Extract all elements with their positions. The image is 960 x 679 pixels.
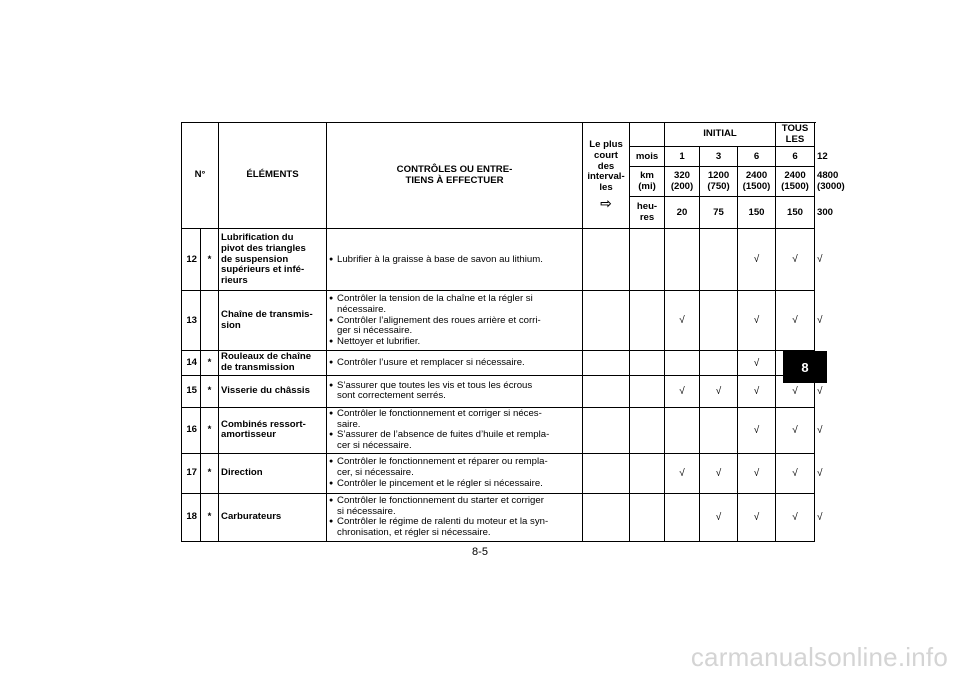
row-number: 12 xyxy=(182,229,201,291)
row-number: 18 xyxy=(182,493,201,541)
check-mark-icon: √ xyxy=(679,467,685,479)
header-whichever-text xyxy=(587,139,624,193)
text-line: sion xyxy=(221,319,241,331)
check-mark-icon: √ xyxy=(817,385,823,397)
text-line: les xyxy=(599,182,613,193)
months-cell: 6 xyxy=(738,147,776,167)
row-unit-blank xyxy=(630,229,665,291)
text-line: Contrôler la tension de la chaîne et la régler si xyxy=(337,293,533,305)
text-line: Lubrifier à la graisse à base de savon au lithium. xyxy=(337,253,543,265)
header-elements: ÉLÉMENTS xyxy=(219,123,327,229)
text-line: Combinés ressort- xyxy=(221,418,306,430)
text-line: sont correctement serrés. xyxy=(337,390,446,402)
action-item xyxy=(329,316,580,337)
text-line: amortisseur xyxy=(221,429,276,441)
text-line: de transmission xyxy=(221,362,295,374)
row-element xyxy=(219,453,327,493)
row-actions xyxy=(327,291,583,351)
unit-months: mois xyxy=(630,147,665,167)
action-text xyxy=(337,429,549,451)
hours-cell: 75 xyxy=(700,197,738,229)
table-row xyxy=(182,493,815,541)
text-line: ger si nécessaire. xyxy=(337,325,413,337)
text-line: Contrôler le pincement et le régler si nécessaire. xyxy=(337,477,543,489)
action-item xyxy=(329,479,580,490)
header-number: N° xyxy=(182,123,219,229)
table-row xyxy=(182,375,815,407)
check-mark-icon: √ xyxy=(753,315,760,327)
row-actions xyxy=(327,407,583,453)
row-actions xyxy=(327,375,583,407)
check-mark-icon: √ xyxy=(753,511,760,523)
row-number: 14 xyxy=(182,351,201,375)
check-cell xyxy=(665,375,700,407)
text-line: court des xyxy=(594,149,618,172)
text-line: 2400 xyxy=(745,170,768,182)
action-text xyxy=(337,254,543,265)
row-actions xyxy=(327,229,583,291)
text-line: Direction xyxy=(221,467,263,478)
row-whichever-blank xyxy=(583,229,630,291)
check-mark-icon: √ xyxy=(792,254,798,266)
text-line: 4800 xyxy=(817,170,839,182)
header-controls xyxy=(327,123,583,229)
check-cell xyxy=(700,453,738,493)
check-cell xyxy=(776,453,815,493)
table-row xyxy=(182,291,815,351)
check-cell xyxy=(738,375,776,407)
check-cell xyxy=(700,375,738,407)
check-mark-icon: √ xyxy=(715,385,722,397)
text-line: Chaîne de transmis- xyxy=(221,309,313,321)
check-mark-icon: √ xyxy=(817,315,823,327)
row-unit-blank xyxy=(630,453,665,493)
text-line: rieurs xyxy=(221,275,248,287)
check-cell xyxy=(700,493,738,541)
bullet-icon: ● xyxy=(329,381,334,389)
bullet-icon: ● xyxy=(329,458,334,466)
check-cell xyxy=(738,407,776,453)
text-line: 1200 xyxy=(707,170,730,182)
text-line: Visserie du châssis xyxy=(221,385,310,397)
action-item xyxy=(329,457,580,478)
row-element xyxy=(219,229,327,291)
text-line: Contrôler l’alignement des roues arrière et corri- xyxy=(337,314,541,326)
header-initial: INITIAL xyxy=(665,123,776,147)
check-cell xyxy=(700,291,738,351)
text-line: Contrôler le régime de ralenti du moteur et la syn- xyxy=(337,516,549,528)
check-mark-icon: √ xyxy=(753,385,760,397)
header-unit-blank xyxy=(630,123,665,147)
months-cell: 6 xyxy=(776,147,815,167)
check-mark-icon: √ xyxy=(817,511,823,523)
action-item xyxy=(329,381,580,402)
row-element xyxy=(219,407,327,453)
unit-km xyxy=(630,167,665,197)
action-text xyxy=(337,456,548,478)
row-whichever-blank xyxy=(583,351,630,375)
maintenance-table xyxy=(181,122,845,542)
row-whichever-blank xyxy=(583,493,630,541)
action-item xyxy=(329,255,580,266)
row-element xyxy=(219,375,327,407)
bullet-icon: ● xyxy=(329,295,334,303)
row-whichever-blank xyxy=(583,407,630,453)
action-text xyxy=(337,495,544,517)
action-text xyxy=(337,408,542,430)
row-actions xyxy=(327,351,583,375)
section-tab: 8 xyxy=(783,351,827,383)
check-mark-icon: √ xyxy=(792,467,798,479)
text-line: (1500) xyxy=(742,180,771,192)
row-unit-blank xyxy=(630,493,665,541)
check-cell xyxy=(776,291,815,351)
text-line: S’assurer de l’absence de fuites d’huile et rempla- xyxy=(337,429,550,441)
check-mark-icon: √ xyxy=(753,254,760,266)
text-line: nécessaire. xyxy=(337,303,387,315)
text-line: S’assurer que toutes les vis et tous les écrous xyxy=(337,379,533,391)
text-line: (750) xyxy=(707,180,730,192)
table-row xyxy=(182,453,815,493)
text-line: km xyxy=(640,170,654,182)
text-line: 2400 xyxy=(784,170,806,182)
row-star: * xyxy=(201,493,219,541)
unit-hours xyxy=(630,197,665,229)
bullet-icon: ● xyxy=(329,496,334,504)
text-line: cer si nécessaire. xyxy=(337,440,412,452)
action-text xyxy=(337,516,548,538)
bullet-icon: ● xyxy=(329,338,334,346)
check-cell xyxy=(700,351,738,375)
table-row xyxy=(182,351,815,375)
row-actions xyxy=(327,493,583,541)
bullet-icon: ● xyxy=(329,479,334,487)
text-line: 320 xyxy=(674,170,691,182)
check-cell xyxy=(665,407,700,453)
km-cell xyxy=(738,167,776,197)
check-cell xyxy=(738,453,776,493)
text-line: Contrôler le fonctionnement et corriger si néces- xyxy=(337,407,542,419)
check-cell xyxy=(665,351,700,375)
check-mark-icon: √ xyxy=(753,357,760,369)
check-mark-icon: √ xyxy=(792,511,798,523)
bullet-icon: ● xyxy=(329,431,334,439)
text-line: supérieurs et infé- xyxy=(221,264,305,276)
bullet-icon: ● xyxy=(329,358,334,366)
table-row xyxy=(182,229,815,291)
action-text xyxy=(337,293,533,315)
row-number: 13 xyxy=(182,291,201,351)
text-line: saire. xyxy=(337,418,361,430)
action-item xyxy=(329,496,580,517)
action-text xyxy=(337,380,532,402)
row-star: * xyxy=(201,375,219,407)
text-line: (3000) xyxy=(817,180,845,192)
check-mark-icon: √ xyxy=(715,511,722,523)
check-cell xyxy=(776,407,815,453)
hours-cell: 150 xyxy=(738,197,776,229)
check-cell xyxy=(776,229,815,291)
check-mark-icon: √ xyxy=(817,254,823,266)
row-number: 16 xyxy=(182,407,201,453)
action-text xyxy=(337,357,525,368)
text-line: Lubrification du xyxy=(221,232,294,244)
text-line: chronisation, et régler si nécessaire. xyxy=(337,527,491,539)
check-cell xyxy=(665,291,700,351)
text-line: (mi) xyxy=(638,180,656,192)
arrow-right-icon: ⇨ xyxy=(600,194,612,211)
header-every: TOUS LES xyxy=(776,123,815,147)
check-cell xyxy=(776,493,815,541)
text-line: de suspension xyxy=(221,253,289,265)
check-cell xyxy=(700,229,738,291)
hours-cell: 20 xyxy=(665,197,700,229)
text-line: Le plus xyxy=(589,139,623,151)
check-mark-icon: √ xyxy=(753,467,760,479)
check-cell xyxy=(700,407,738,453)
row-unit-blank xyxy=(630,407,665,453)
row-star: * xyxy=(201,407,219,453)
action-text xyxy=(337,478,543,489)
table-header: N° ÉLÉMENTS CONTRÔLES OU ENTRE- TIENS À EFFECTUER Le plus court des interval- les ⇨ INITIAL TOUS LES mois 1 3 6 6 12 km (mi) 320 (200) 1200 (750) 2400 (1500) 2400 (1500) 4800 (3000) heu- res 20 75 150 150 300 xyxy=(182,123,815,229)
km-cell xyxy=(665,167,700,197)
check-cell xyxy=(665,229,700,291)
hours-cell: 150 xyxy=(776,197,815,229)
action-text xyxy=(337,315,541,337)
text-line: CONTRÔLES OU ENTRE- xyxy=(396,164,513,175)
row-star: * xyxy=(201,351,219,375)
check-cell xyxy=(738,291,776,351)
text-line: (200) xyxy=(670,180,694,192)
action-item xyxy=(329,517,580,538)
action-item xyxy=(329,294,580,315)
bullet-icon: ● xyxy=(329,255,334,263)
check-cell xyxy=(738,351,776,375)
km-cell xyxy=(700,167,738,197)
row-number: 15 xyxy=(182,375,201,407)
check-mark-icon: √ xyxy=(715,467,722,479)
action-item xyxy=(329,337,580,348)
row-element xyxy=(219,493,327,541)
check-mark-icon: √ xyxy=(817,467,823,479)
text-line: heu- xyxy=(636,201,658,213)
row-unit-blank xyxy=(630,351,665,375)
row-unit-blank xyxy=(630,291,665,351)
months-cell: 1 xyxy=(665,147,700,167)
text-line: (1500) xyxy=(781,180,809,192)
check-cell xyxy=(665,493,700,541)
check-mark-icon: √ xyxy=(792,424,798,436)
bullet-icon: ● xyxy=(329,518,334,526)
check-mark-icon: √ xyxy=(792,315,798,327)
row-actions xyxy=(327,453,583,493)
page-number: 8-5 xyxy=(472,546,488,558)
km-cell xyxy=(776,167,815,197)
table-row xyxy=(182,407,815,453)
text-line: Rouleaux de chaîne xyxy=(221,351,312,363)
text-line: pivot des triangles xyxy=(221,242,306,254)
row-star xyxy=(201,291,219,351)
row-whichever-blank xyxy=(583,453,630,493)
watermark: carmanualsonline.info xyxy=(690,642,948,672)
check-mark-icon: √ xyxy=(817,424,823,436)
row-star: * xyxy=(201,229,219,291)
text-line: si nécessaire. xyxy=(337,505,396,517)
row-number: 17 xyxy=(182,453,201,493)
row-whichever-blank xyxy=(583,291,630,351)
row-unit-blank xyxy=(630,375,665,407)
text-line: Nettoyer et lubrifier. xyxy=(337,336,421,348)
text-line: Contrôler le fonctionnement et réparer ou rempla- xyxy=(337,456,548,468)
text-line: interval- xyxy=(587,171,625,183)
action-item xyxy=(329,430,580,451)
check-mark-icon: √ xyxy=(792,385,798,397)
text-line: Contrôler le fonctionnement du starter et corriger xyxy=(337,494,544,506)
check-mark-icon: √ xyxy=(679,315,685,327)
bullet-icon: ● xyxy=(329,409,334,417)
text-line: Carburateurs xyxy=(221,511,282,522)
check-mark-icon: √ xyxy=(753,424,760,436)
row-element xyxy=(219,291,327,351)
text-line: res xyxy=(639,211,655,223)
check-cell xyxy=(738,493,776,541)
check-mark-icon: √ xyxy=(679,385,685,397)
months-cell: 3 xyxy=(700,147,738,167)
row-star: * xyxy=(201,453,219,493)
text-line: TIENS À EFFECTUER xyxy=(405,174,504,186)
check-cell xyxy=(738,229,776,291)
action-text xyxy=(337,336,420,347)
action-item xyxy=(329,409,580,430)
check-cell xyxy=(665,453,700,493)
table-body xyxy=(182,229,823,541)
row-element xyxy=(219,351,327,375)
text-line: cer, si nécessaire. xyxy=(337,467,414,478)
header-whichever xyxy=(583,123,630,229)
bullet-icon: ● xyxy=(329,316,334,324)
row-whichever-blank xyxy=(583,375,630,407)
text-line: Contrôler l’usure et remplacer si nécessaire. xyxy=(337,356,525,368)
action-item xyxy=(329,358,580,369)
